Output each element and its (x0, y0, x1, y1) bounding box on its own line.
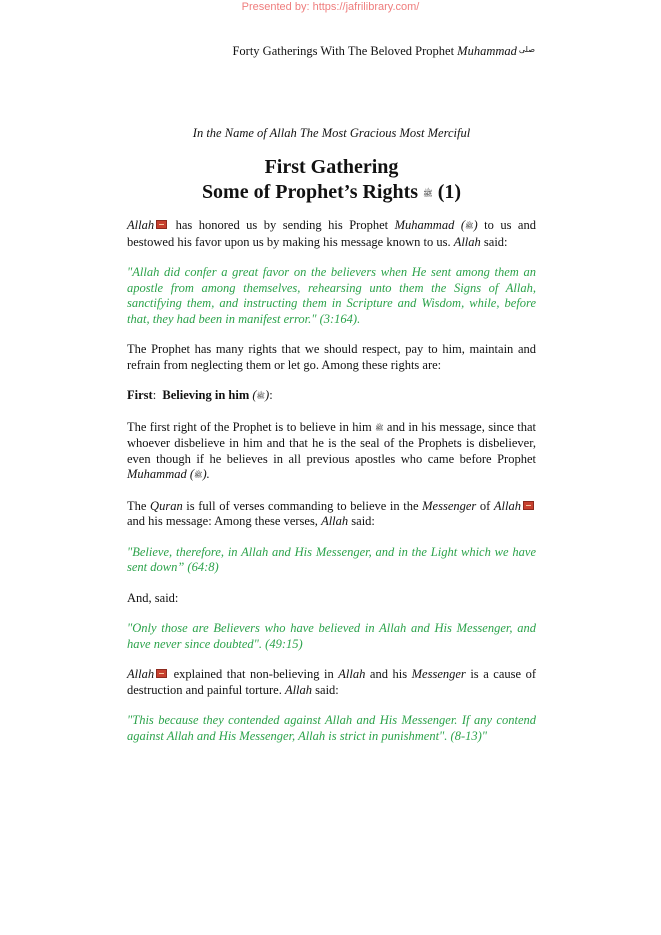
running-header (232, 44, 535, 59)
word-allah: Allah (453, 234, 481, 249)
word-allah: Allah (321, 514, 349, 528)
pbuh-icon: ﷺ (256, 392, 266, 400)
page-title (127, 155, 536, 206)
word-messenger: Messenger (422, 498, 477, 513)
word-allah: Allah (127, 218, 155, 232)
salawat-icon: صلی (518, 45, 535, 54)
watermark[interactable]: Presented by: https://jafrilibrary.com/ (241, 1, 420, 13)
paragraph-quran (127, 499, 536, 530)
word-muhammad: Muhammad ( (127, 467, 195, 481)
title-line-1: First Gathering (264, 156, 399, 178)
header-name: Muhammad (457, 44, 517, 58)
bismillah: In the Name of Allah The Most Gracious Most Merciful (192, 126, 471, 140)
text-run: and in his message, since that whoever disbelieve in him and that he is the seal of the Prophets is disbeliever, even though if he believes in all previous apostles who came before Prophet (127, 419, 536, 466)
word-allah: Allah (284, 682, 313, 697)
text-run: to us and bestowed his favor upon us by making his message known to us. (127, 218, 536, 249)
text-run: and his (365, 667, 412, 681)
word-messenger: Messenger (411, 667, 466, 681)
title-number: (1) (437, 181, 462, 203)
pbuh-icon: ﷺ (194, 471, 203, 479)
word-allah: Allah (338, 667, 366, 681)
allah-badge-icon (156, 669, 167, 678)
heading-text: Believing in him (162, 388, 250, 402)
text-run: said: (348, 514, 375, 528)
text-run: and his message: Among these verses, (127, 514, 322, 528)
text-run: said: (312, 682, 339, 697)
text-run: ( (249, 388, 257, 402)
text-run: explained that non-believing in (169, 667, 339, 681)
word-allah: Allah (493, 498, 522, 513)
verse-quote-2: "Believe, therefore, in Allah and His Messenger, and in the Light which we have sent down” (64:8) (127, 544, 536, 574)
text-run: The first right of the Prophet is to believe in him (127, 419, 376, 434)
paragraph-rights: The Prophet has many rights that we should respect, pay to him, maintain and refrain from neglecting them or let go. Among these rights are: (127, 342, 536, 372)
text-run: has honored us by sending his Prophet (169, 218, 395, 232)
allah-badge-icon (523, 501, 534, 510)
verse-quote-3: "Only those are Believers who have believed in Allah and His Messenger, and have never since doubted". (49:15) (127, 621, 536, 651)
allah-badge-icon (156, 220, 167, 229)
paragraph-believe (127, 420, 536, 484)
text-run: is a cause of destruction and painful torture. (127, 667, 537, 697)
word-allah: Allah (127, 667, 155, 681)
paragraph-intro (127, 218, 536, 250)
pbuh-icon: ﷺ (423, 189, 433, 198)
header-prefix: Forty Gatherings With The Beloved Prophet (232, 44, 455, 58)
text-run: ). (202, 467, 210, 481)
text-run: : (152, 388, 157, 402)
title-text: Some of Prophet’s Rights (201, 181, 419, 203)
word-muhammad: Muhammad ( (394, 218, 465, 232)
paragraph-non-believing (127, 667, 536, 698)
text-run: ) (473, 218, 478, 232)
verse-quote-1: "Allah did confer a great favor on the believers when He sent among them an apostle from among themselves, rehearsing unto them the Signs of Allah, sanctifying them, and instructing them in Scripture and Wisdom, while, before that, they had been in manifest error." (3:164). (127, 265, 536, 326)
text-run: of (476, 498, 494, 513)
section-heading-first (127, 388, 536, 405)
paragraph-and-said: And, said: (127, 590, 179, 605)
word-quran: Quran (150, 498, 183, 513)
page-body (127, 126, 536, 744)
text-run: said: (480, 234, 508, 249)
text-run: ) (265, 388, 270, 402)
pbuh-icon: ﷺ (375, 423, 384, 432)
text-run: : (269, 388, 273, 402)
pbuh-icon: ﷺ (464, 222, 474, 230)
title-line-2 (127, 180, 536, 206)
text-run: The (127, 498, 151, 513)
verse-quote-4: "This because they contended against Allah and His Messenger. If any contend against Allah and His Messenger, Allah is strict in punishment". (8-13)" (127, 713, 536, 743)
text-run: is full of verses commanding to believe in the (182, 498, 423, 513)
heading-label: First (127, 388, 153, 402)
